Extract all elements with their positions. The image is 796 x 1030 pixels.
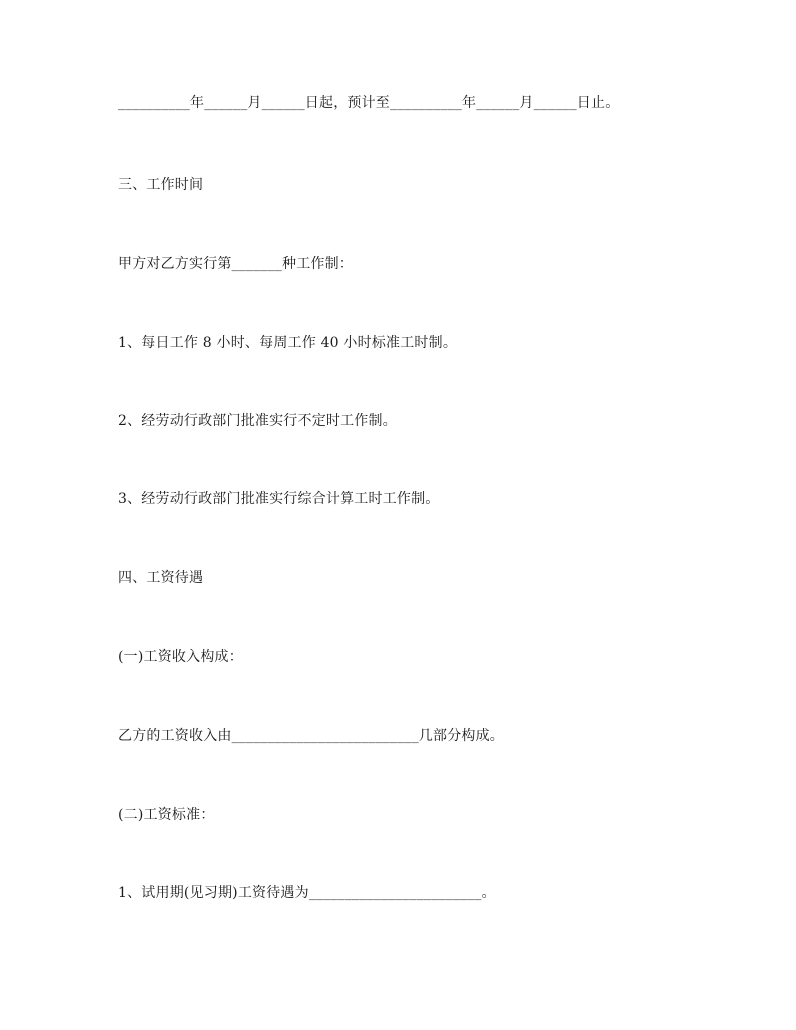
probation-wage-line: 1、试用期(见习期)工资待遇为________________________。 (118, 885, 496, 901)
work-system-option-1: 1、每日工作 8 小时、每周工作 40 小时标准工时制。 (118, 335, 458, 351)
wage-structure-line: 乙方的工资收入由__________________________几部分构成。 (118, 728, 504, 744)
contract-period-line: __________年______月______日起，预计至__________年______月______日止。 (118, 95, 620, 111)
section-heading-wages: 四、工资待遇 (118, 570, 204, 586)
subsection-wage-structure: (一)工资收入构成： (118, 649, 243, 665)
work-system-option-3: 3、经劳动行政部门批准实行综合计算工时工作制。 (118, 491, 440, 507)
work-system-option-2: 2、经劳动行政部门批准实行不定时工作制。 (118, 413, 397, 429)
subsection-wage-standard: (二)工资标准： (118, 807, 215, 823)
work-system-intro: 甲方对乙方实行第_______种工作制： (118, 256, 353, 272)
section-heading-work-time: 三、工作时间 (118, 177, 204, 193)
